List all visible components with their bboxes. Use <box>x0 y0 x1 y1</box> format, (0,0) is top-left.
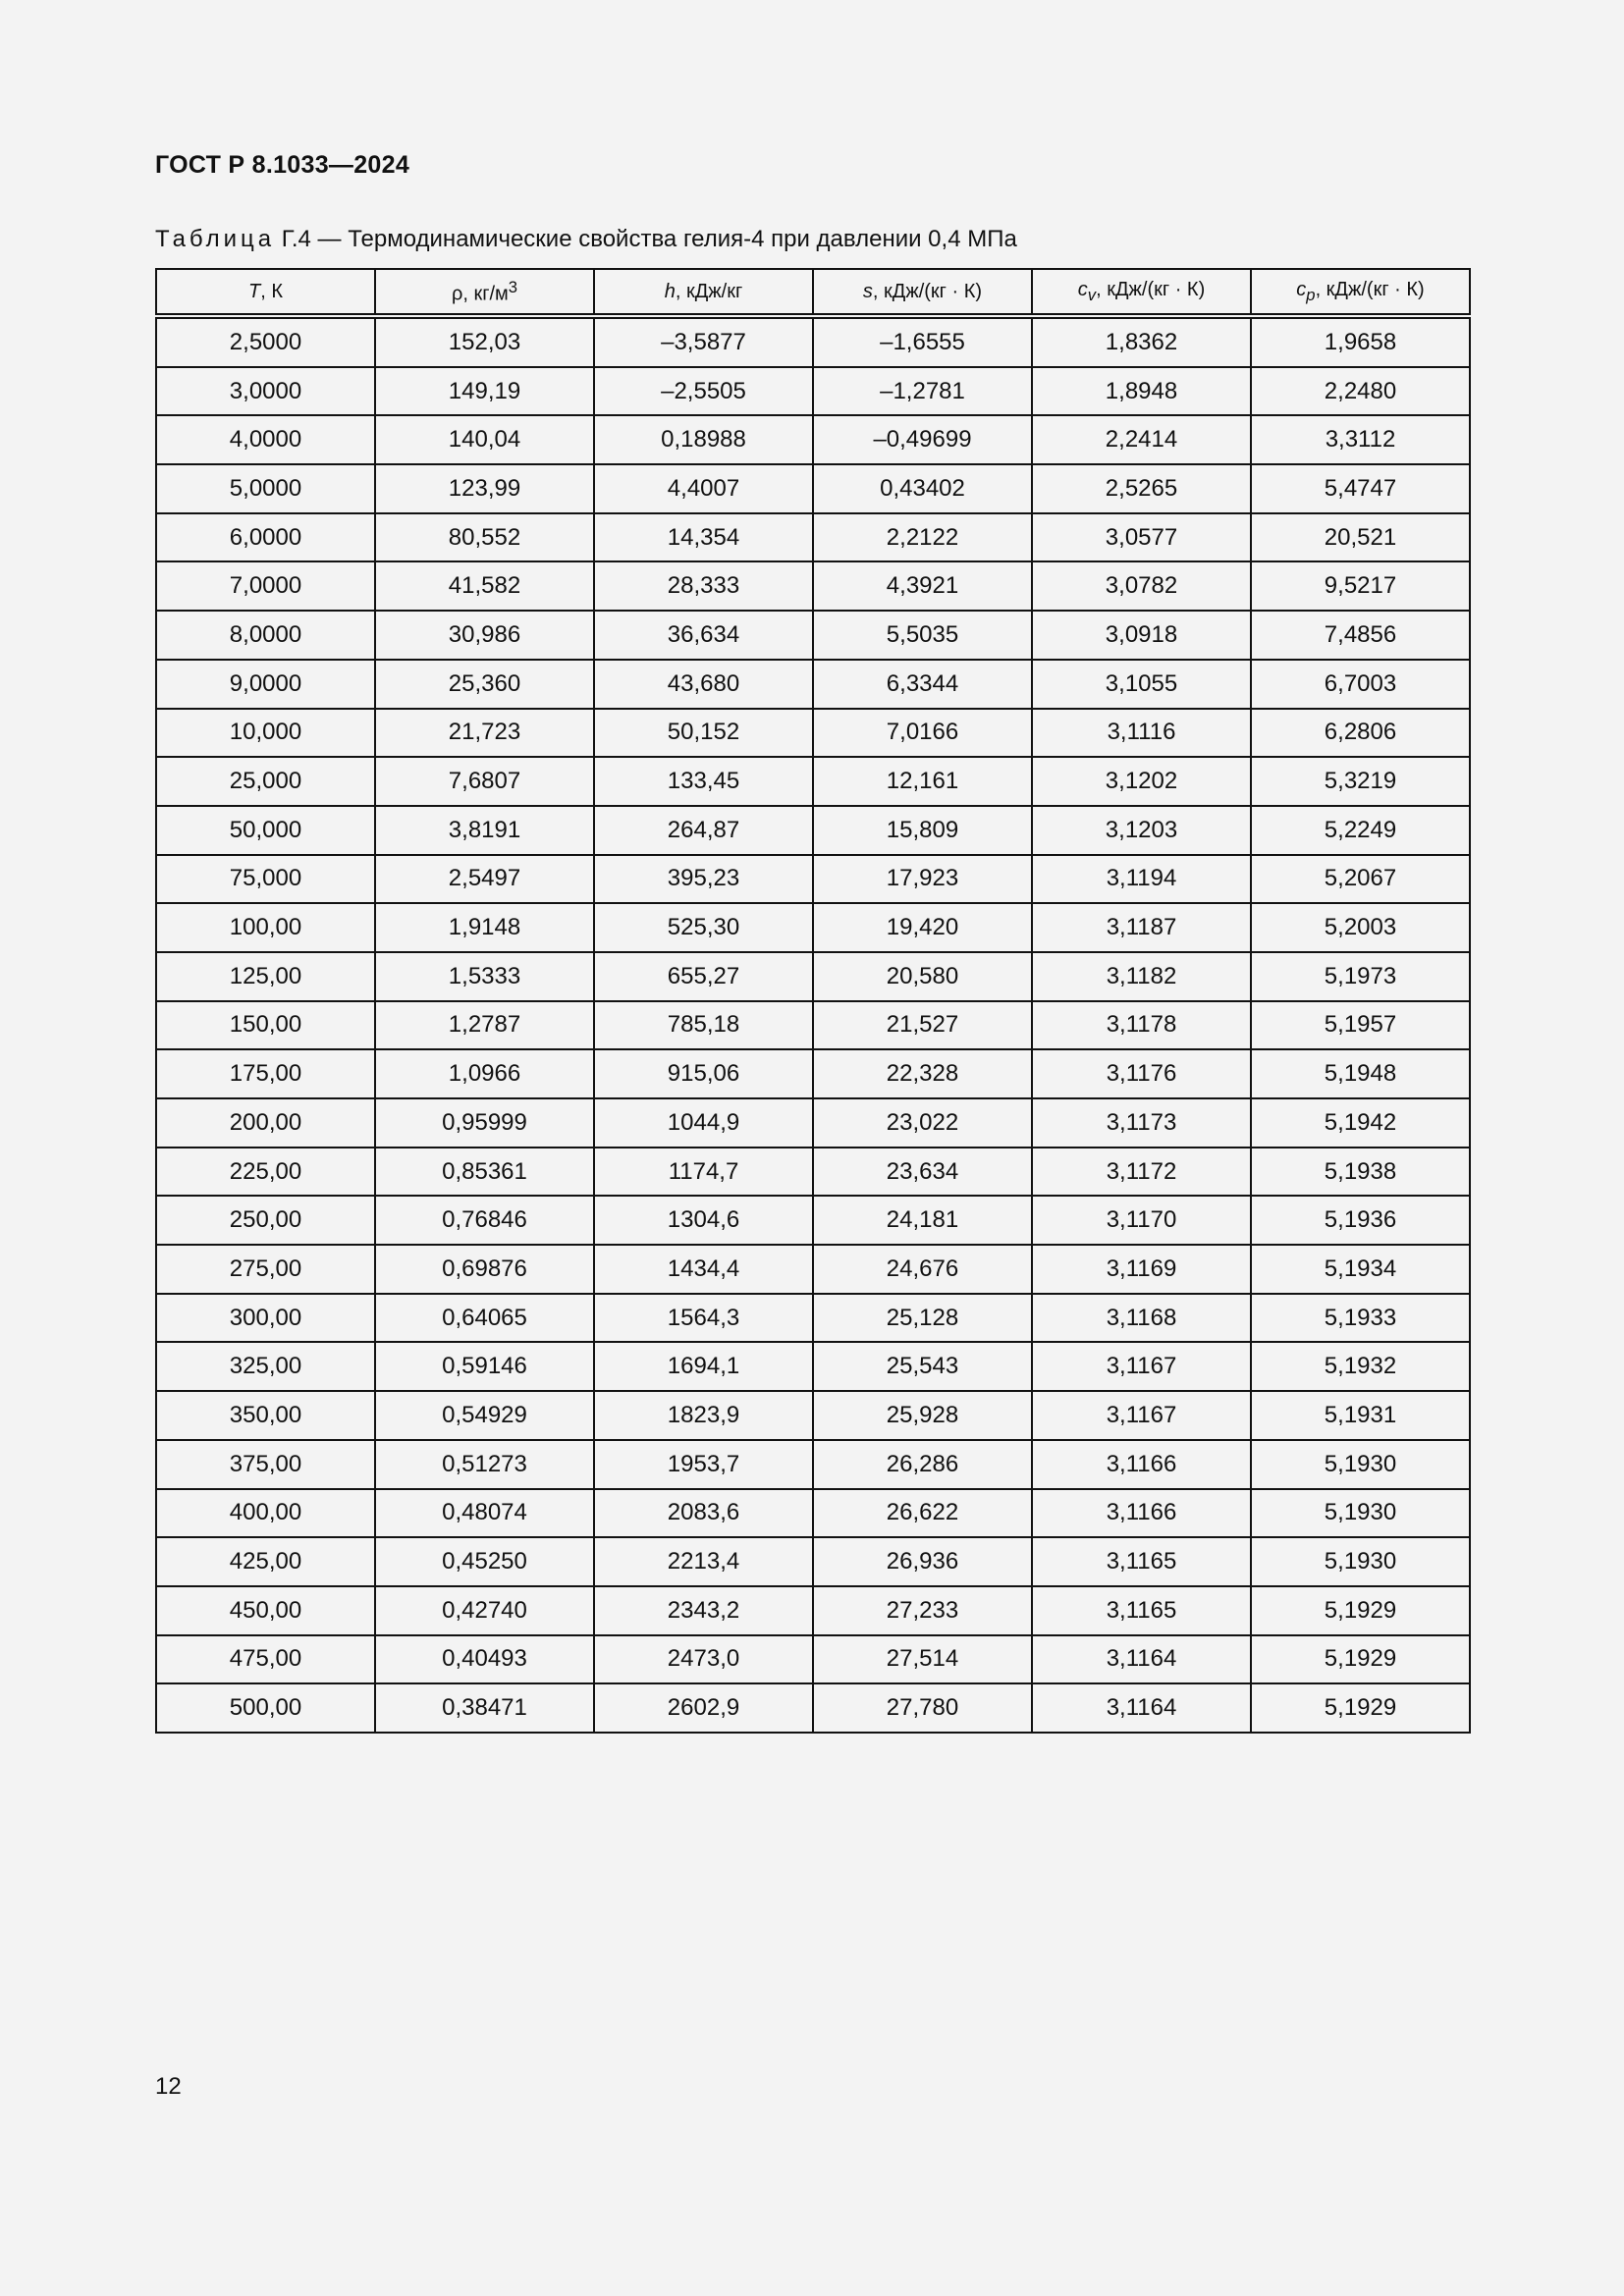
table-row <box>156 1586 1470 1635</box>
table-cell: 123,99 <box>375 464 594 513</box>
table-cell: 3,8191 <box>375 806 594 855</box>
table-cell: 25,928 <box>813 1391 1032 1440</box>
table-cell: 25,128 <box>813 1294 1032 1343</box>
table-cell: 1694,1 <box>594 1342 813 1391</box>
table-cell: 1953,7 <box>594 1440 813 1489</box>
table-cell: 200,00 <box>156 1098 375 1148</box>
table-cell: 0,48074 <box>375 1489 594 1538</box>
table-cell: 1,8948 <box>1032 367 1251 416</box>
caption-text: Г.4 — Термодинамические свойства гелия-4 при давлении 0,4 МПа <box>275 226 1017 252</box>
table-cell: 0,95999 <box>375 1098 594 1148</box>
table-cell: 3,1055 <box>1032 660 1251 709</box>
table-cell: 0,42740 <box>375 1586 594 1635</box>
table-cell: 225,00 <box>156 1148 375 1197</box>
table-cell: 3,3112 <box>1251 415 1470 464</box>
table-cell: 350,00 <box>156 1391 375 1440</box>
table-cell: 5,1936 <box>1251 1196 1470 1245</box>
table-cell: 5,1930 <box>1251 1440 1470 1489</box>
table-cell: 50,152 <box>594 709 813 758</box>
table-cell: 9,5217 <box>1251 561 1470 611</box>
table-row <box>156 611 1470 660</box>
table-cell: 6,0000 <box>156 513 375 562</box>
table-cell: 5,4747 <box>1251 464 1470 513</box>
table-cell: 5,1948 <box>1251 1049 1470 1098</box>
table-cell: 80,552 <box>375 513 594 562</box>
table-cell: 0,38471 <box>375 1683 594 1733</box>
table-cell: 17,923 <box>813 855 1032 904</box>
table-cell: 1,0966 <box>375 1049 594 1098</box>
table-cell: 1304,6 <box>594 1196 813 1245</box>
table-cell: 2,2414 <box>1032 415 1251 464</box>
table-cell: 6,7003 <box>1251 660 1470 709</box>
table-cell: 4,4007 <box>594 464 813 513</box>
table-cell: 100,00 <box>156 903 375 952</box>
column-header-cp: $c_p$, кДж/(кг · К) <box>1251 269 1470 316</box>
table-cell: 2,2480 <box>1251 367 1470 416</box>
table-cell: 3,1166 <box>1032 1489 1251 1538</box>
table-cell: 500,00 <box>156 1683 375 1733</box>
table-cell: 27,780 <box>813 1683 1032 1733</box>
table-cell: 149,19 <box>375 367 594 416</box>
table-cell: 12,161 <box>813 757 1032 806</box>
table-cell: 1,9658 <box>1251 316 1470 367</box>
table-cell: 1434,4 <box>594 1245 813 1294</box>
table-row <box>156 1148 1470 1197</box>
table-cell: 0,85361 <box>375 1148 594 1197</box>
table-cell: 7,6807 <box>375 757 594 806</box>
table-row <box>156 1537 1470 1586</box>
table-cell: 5,1932 <box>1251 1342 1470 1391</box>
thermo-properties-table <box>155 268 1471 1734</box>
table-row <box>156 1635 1470 1684</box>
table-cell: 400,00 <box>156 1489 375 1538</box>
table-cell: 7,4856 <box>1251 611 1470 660</box>
table-cell: 0,45250 <box>375 1537 594 1586</box>
table-cell: 26,936 <box>813 1537 1032 1586</box>
table-cell: 0,69876 <box>375 1245 594 1294</box>
table-cell: 1174,7 <box>594 1148 813 1197</box>
table-cell: 2,5265 <box>1032 464 1251 513</box>
table-cell: 50,000 <box>156 806 375 855</box>
table-cell: 3,0918 <box>1032 611 1251 660</box>
table-cell: 1044,9 <box>594 1098 813 1148</box>
table-row <box>156 415 1470 464</box>
table-cell: 20,521 <box>1251 513 1470 562</box>
table-cell: 3,1170 <box>1032 1196 1251 1245</box>
table-cell: 125,00 <box>156 952 375 1001</box>
table-cell: 525,30 <box>594 903 813 952</box>
table-cell: 10,000 <box>156 709 375 758</box>
table-cell: 3,0000 <box>156 367 375 416</box>
table-cell: 915,06 <box>594 1049 813 1098</box>
table-cell: 20,580 <box>813 952 1032 1001</box>
table-cell: 3,1194 <box>1032 855 1251 904</box>
table-cell: 325,00 <box>156 1342 375 1391</box>
table-cell: 2343,2 <box>594 1586 813 1635</box>
table-row <box>156 1489 1470 1538</box>
table-cell: 3,1203 <box>1032 806 1251 855</box>
table-cell: 3,1165 <box>1032 1537 1251 1586</box>
table-cell: 264,87 <box>594 806 813 855</box>
table-cell: 75,000 <box>156 855 375 904</box>
table-cell: 24,181 <box>813 1196 1032 1245</box>
table-cell: 27,233 <box>813 1586 1032 1635</box>
table-cell: 150,00 <box>156 1001 375 1050</box>
table-row <box>156 757 1470 806</box>
table-body <box>156 316 1470 1733</box>
table-cell: 25,360 <box>375 660 594 709</box>
table-cell: 5,1942 <box>1251 1098 1470 1148</box>
table-cell: 3,1169 <box>1032 1245 1251 1294</box>
table-cell: –2,5505 <box>594 367 813 416</box>
table-cell: 0,54929 <box>375 1391 594 1440</box>
column-header-cv: $c_v$, кДж/(кг · К) <box>1032 269 1251 316</box>
table-cell: 3,1187 <box>1032 903 1251 952</box>
table-cell: 21,723 <box>375 709 594 758</box>
table-cell: 5,1938 <box>1251 1148 1470 1197</box>
table-cell: 1,2787 <box>375 1001 594 1050</box>
table-cell: 8,0000 <box>156 611 375 660</box>
table-cell: 1564,3 <box>594 1294 813 1343</box>
table-cell: 275,00 <box>156 1245 375 1294</box>
table-cell: 26,286 <box>813 1440 1032 1489</box>
table-cell: 133,45 <box>594 757 813 806</box>
table-cell: 2,5497 <box>375 855 594 904</box>
table-cell: 140,04 <box>375 415 594 464</box>
table-row <box>156 855 1470 904</box>
table-cell: 0,18988 <box>594 415 813 464</box>
table-row <box>156 1245 1470 1294</box>
table-row <box>156 952 1470 1001</box>
table-cell: 25,000 <box>156 757 375 806</box>
table-cell: 5,2249 <box>1251 806 1470 855</box>
table-cell: 36,634 <box>594 611 813 660</box>
table-cell: 5,3219 <box>1251 757 1470 806</box>
table-cell: –3,5877 <box>594 316 813 367</box>
table-cell: 3,1173 <box>1032 1098 1251 1148</box>
table-cell: 5,2067 <box>1251 855 1470 904</box>
table-cell: 5,1931 <box>1251 1391 1470 1440</box>
table-row <box>156 1294 1470 1343</box>
table-cell: 24,676 <box>813 1245 1032 1294</box>
table-row <box>156 367 1470 416</box>
table-cell: 5,2003 <box>1251 903 1470 952</box>
table-row <box>156 513 1470 562</box>
table-cell: 3,1164 <box>1032 1683 1251 1733</box>
table-cell: 5,1929 <box>1251 1683 1470 1733</box>
table-cell: 375,00 <box>156 1440 375 1489</box>
table-row <box>156 1342 1470 1391</box>
table-header-row <box>156 269 1470 316</box>
table-cell: 1,8362 <box>1032 316 1251 367</box>
table-row <box>156 903 1470 952</box>
table-cell: 3,1164 <box>1032 1635 1251 1684</box>
table-cell: 7,0166 <box>813 709 1032 758</box>
table-row <box>156 1098 1470 1148</box>
page-number: 12 <box>155 2073 182 2100</box>
column-header-density: ρ, $кг/м^3$ <box>375 269 594 316</box>
table-cell: 175,00 <box>156 1049 375 1098</box>
table-row <box>156 709 1470 758</box>
table-cell: 3,1176 <box>1032 1049 1251 1098</box>
table-cell: 6,3344 <box>813 660 1032 709</box>
table-cell: 1823,9 <box>594 1391 813 1440</box>
table-cell: 2602,9 <box>594 1683 813 1733</box>
table-cell: 43,680 <box>594 660 813 709</box>
table-cell: 5,1930 <box>1251 1537 1470 1586</box>
table-cell: 2213,4 <box>594 1537 813 1586</box>
table-cell: 30,986 <box>375 611 594 660</box>
table-cell: 5,0000 <box>156 464 375 513</box>
table-cell: 22,328 <box>813 1049 1032 1098</box>
table-row <box>156 1196 1470 1245</box>
table-cell: 5,1973 <box>1251 952 1470 1001</box>
table-row <box>156 806 1470 855</box>
table-cell: 5,1929 <box>1251 1586 1470 1635</box>
table-cell: 2083,6 <box>594 1489 813 1538</box>
table-row <box>156 1440 1470 1489</box>
table-cell: 152,03 <box>375 316 594 367</box>
table-cell: 9,0000 <box>156 660 375 709</box>
table-cell: 300,00 <box>156 1294 375 1343</box>
caption-prefix: Таблица <box>155 226 276 252</box>
table-cell: 5,1930 <box>1251 1489 1470 1538</box>
table-cell: 19,420 <box>813 903 1032 952</box>
table-row <box>156 1683 1470 1733</box>
column-header-temperature: T, К <box>156 269 375 316</box>
table-row <box>156 1391 1470 1440</box>
table-cell: 2,2122 <box>813 513 1032 562</box>
document-header: ГОСТ Р 8.1033—2024 <box>155 151 410 179</box>
table-cell: 27,514 <box>813 1635 1032 1684</box>
table-cell: 23,022 <box>813 1098 1032 1148</box>
table-cell: 3,1165 <box>1032 1586 1251 1635</box>
table-caption <box>155 226 1017 253</box>
table-cell: 0,59146 <box>375 1342 594 1391</box>
table-row <box>156 1049 1470 1098</box>
table-cell: 3,1167 <box>1032 1391 1251 1440</box>
table-cell: 5,1934 <box>1251 1245 1470 1294</box>
column-header-enthalpy: h, кДж/кг <box>594 269 813 316</box>
table-cell: 28,333 <box>594 561 813 611</box>
table-cell: 21,527 <box>813 1001 1032 1050</box>
table-cell: 3,0577 <box>1032 513 1251 562</box>
table-cell: 7,0000 <box>156 561 375 611</box>
table-cell: 5,1933 <box>1251 1294 1470 1343</box>
table-cell: –0,49699 <box>813 415 1032 464</box>
table-cell: 0,40493 <box>375 1635 594 1684</box>
table-cell: 785,18 <box>594 1001 813 1050</box>
table-cell: 3,1167 <box>1032 1342 1251 1391</box>
table-cell: 6,2806 <box>1251 709 1470 758</box>
table-row <box>156 1001 1470 1050</box>
table-cell: 23,634 <box>813 1148 1032 1197</box>
table-cell: –1,6555 <box>813 316 1032 367</box>
table-cell: 3,1166 <box>1032 1440 1251 1489</box>
table-cell: 475,00 <box>156 1635 375 1684</box>
table-cell: 4,3921 <box>813 561 1032 611</box>
table-cell: 450,00 <box>156 1586 375 1635</box>
table-cell: 4,0000 <box>156 415 375 464</box>
table-cell: 3,1202 <box>1032 757 1251 806</box>
table-cell: 26,622 <box>813 1489 1032 1538</box>
table-cell: 250,00 <box>156 1196 375 1245</box>
table-cell: 3,1116 <box>1032 709 1251 758</box>
table-cell: 41,582 <box>375 561 594 611</box>
table-cell: 5,5035 <box>813 611 1032 660</box>
table-cell: –1,2781 <box>813 367 1032 416</box>
table-cell: 14,354 <box>594 513 813 562</box>
table-cell: 15,809 <box>813 806 1032 855</box>
table-cell: 0,43402 <box>813 464 1032 513</box>
table-cell: 2473,0 <box>594 1635 813 1684</box>
table-row <box>156 660 1470 709</box>
table-cell: 3,1168 <box>1032 1294 1251 1343</box>
table-cell: 395,23 <box>594 855 813 904</box>
table-cell: 5,1957 <box>1251 1001 1470 1050</box>
table-cell: 0,64065 <box>375 1294 594 1343</box>
column-header-entropy: s, кДж/(кг · К) <box>813 269 1032 316</box>
table-cell: 25,543 <box>813 1342 1032 1391</box>
table-row <box>156 561 1470 611</box>
table-cell: 0,51273 <box>375 1440 594 1489</box>
table-cell: 3,1178 <box>1032 1001 1251 1050</box>
table-cell: 1,9148 <box>375 903 594 952</box>
table-cell: 425,00 <box>156 1537 375 1586</box>
table-cell: 1,5333 <box>375 952 594 1001</box>
table-cell: 5,1929 <box>1251 1635 1470 1684</box>
table-cell: 0,76846 <box>375 1196 594 1245</box>
table-cell: 2,5000 <box>156 316 375 367</box>
table-row <box>156 316 1470 367</box>
table-cell: 3,1182 <box>1032 952 1251 1001</box>
table-cell: 3,1172 <box>1032 1148 1251 1197</box>
table-cell: 655,27 <box>594 952 813 1001</box>
table-cell: 3,0782 <box>1032 561 1251 611</box>
table-row <box>156 464 1470 513</box>
